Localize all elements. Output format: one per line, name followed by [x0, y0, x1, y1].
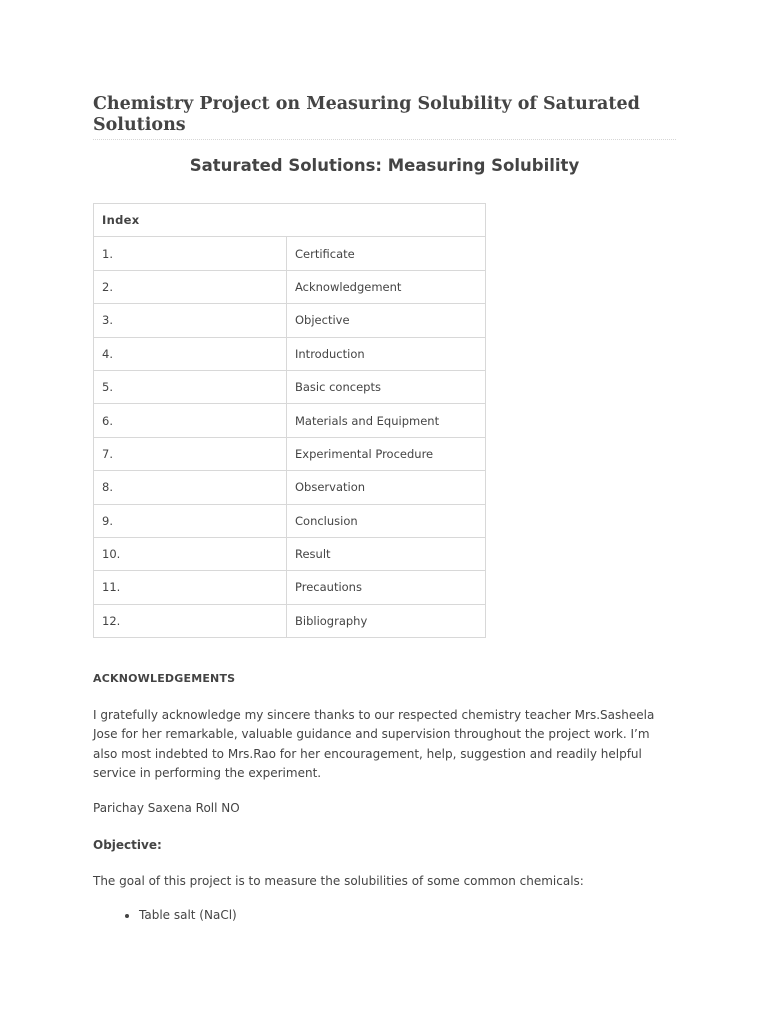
- table-row: [94, 437, 486, 470]
- acknowledgements-heading: ACKNOWLEDGEMENTS: [93, 672, 236, 685]
- index-item: Bibliography: [287, 604, 486, 637]
- index-header: Index: [94, 204, 486, 237]
- chemical-list: [93, 908, 237, 922]
- index-number: 4.: [94, 337, 287, 370]
- index-item: Basic concepts: [287, 370, 486, 403]
- index-item: Materials and Equipment: [287, 404, 486, 437]
- index-number: 1.: [94, 237, 287, 270]
- index-item: Introduction: [287, 337, 486, 370]
- index-item: Precautions: [287, 571, 486, 604]
- index-item: Observation: [287, 471, 486, 504]
- index-number: 7.: [94, 437, 287, 470]
- objective-heading: Objective:: [93, 838, 162, 852]
- index-number: 10.: [94, 537, 287, 570]
- document-subtitle: Saturated Solutions: Measuring Solubility: [189, 156, 580, 175]
- index-number: 9.: [94, 504, 287, 537]
- index-item: Experimental Procedure: [287, 437, 486, 470]
- acknowledgements-text: I gratefully acknowledge my sincere thanks to our respected chemistry teacher Mrs.Sasheela Jose for her remarkable, valuable guidance and supervision throughout the project work. I’m also most indebted to Mrs.Rao for her encouragement, help, suggestion and readily helpful service in performing the experiment.: [93, 708, 655, 781]
- index-item: Conclusion: [287, 504, 486, 537]
- index-table: [93, 203, 486, 638]
- table-row: [94, 504, 486, 537]
- table-row: [94, 270, 486, 303]
- index-number: 8.: [94, 471, 287, 504]
- table-row: [94, 337, 486, 370]
- index-item: Result: [287, 537, 486, 570]
- table-row: [94, 237, 486, 270]
- index-number: 6.: [94, 404, 287, 437]
- index-number: 2.: [94, 270, 287, 303]
- index-item: Objective: [287, 304, 486, 337]
- table-row: [94, 404, 486, 437]
- title-divider: [93, 139, 676, 140]
- index-number: 5.: [94, 370, 287, 403]
- table-row: [94, 471, 486, 504]
- table-row: [94, 604, 486, 637]
- table-row: [94, 370, 486, 403]
- index-number: 11.: [94, 571, 287, 604]
- index-number: 12.: [94, 604, 287, 637]
- index-item: Acknowledgement: [287, 270, 486, 303]
- signature-line: Parichay Saxena Roll NO: [93, 801, 240, 815]
- document-title: Chemistry Project on Measuring Solubility of Saturated Solutions: [93, 94, 640, 135]
- objective-text: The goal of this project is to measure the solubilities of some common chemicals:: [93, 874, 584, 888]
- list-item: • Table salt (NaCl): [139, 908, 237, 922]
- table-row: [94, 537, 486, 570]
- index-header-row: [94, 204, 486, 237]
- index-item: Certificate: [287, 237, 486, 270]
- table-row: [94, 304, 486, 337]
- table-row: [94, 571, 486, 604]
- index-number: 3.: [94, 304, 287, 337]
